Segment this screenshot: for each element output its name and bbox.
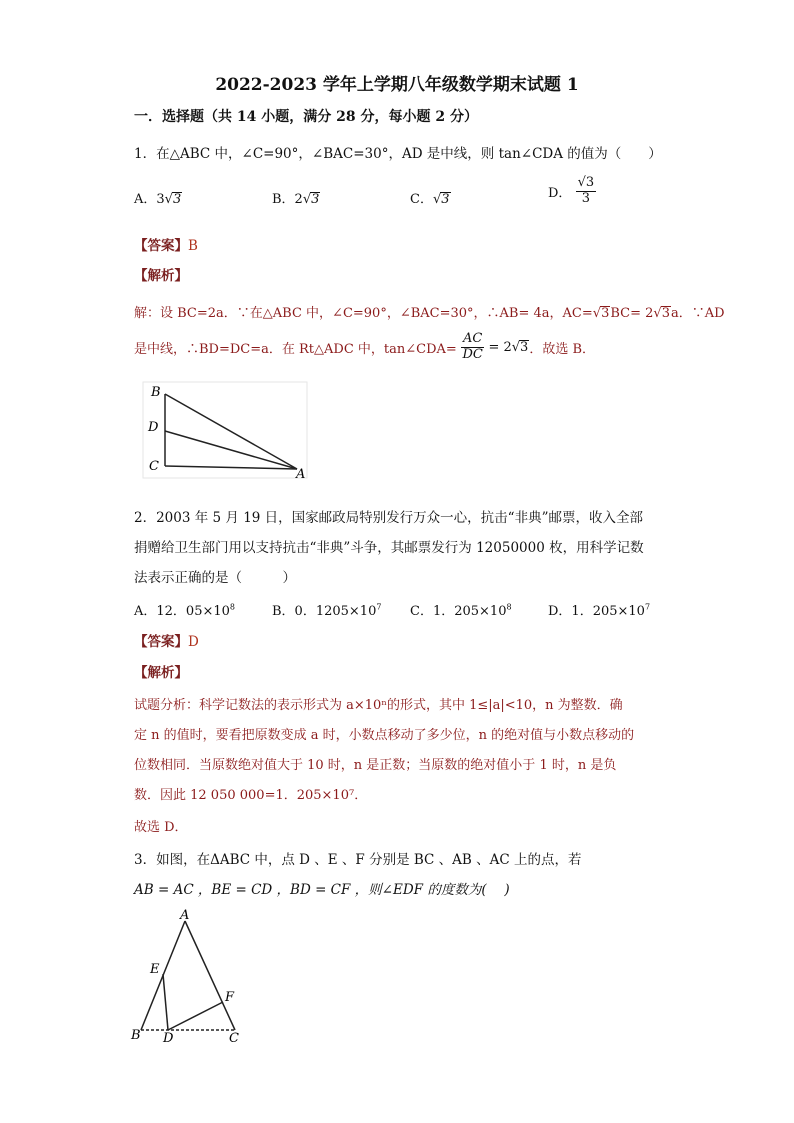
- q1-label-a: A: [296, 467, 306, 480]
- q3-label-b: B: [131, 1028, 141, 1043]
- q1-solution-line-1: 解：设 BC=2a．∵在△ABC 中，∠C=90°，∠BAC=30°，∴AB= 4a，AC=√3BC= 2√3a．∵AD: [134, 306, 725, 321]
- q1-solution-line-2: 是中线，∴BD=DC=a．在 Rt△ADC 中，tan∠CDA= $\frac{AC}{DC}$ = 2√3．故选 B．: [134, 331, 595, 362]
- q1-analysis-label: 【解析】: [134, 268, 188, 284]
- q3-figure: [128, 905, 248, 1045]
- page-title: 2022-2023 学年上学期八年级数学期末试题 1: [215, 75, 579, 95]
- q2-option-b: B．0．$1205\times 10^7$: [272, 602, 382, 619]
- q3-label-f: F: [225, 990, 235, 1005]
- q1-answer: 【答案】B: [134, 238, 198, 254]
- q2-analysis-label: 【解析】: [134, 665, 188, 681]
- q2-stem-line-1: 2．2003 年 5 月 19 日，国家邮政局特别发行万众一心，抗击“非典”邮票，收入全部: [134, 510, 643, 526]
- q3-label-a: A: [180, 908, 190, 923]
- q2-option-a: A．12．$05\times 10^8$: [134, 602, 236, 619]
- q2-option-d: D．1．$205\times 10^7$: [548, 602, 651, 619]
- q2-analysis-line-4: 数．因此 12 050 000=1．205×10⁷．: [134, 788, 368, 803]
- q1-side-ca: [165, 466, 297, 469]
- q1-label-d: D: [148, 420, 159, 435]
- q1-option-d: D． $\frac{√3}{3}$: [548, 175, 595, 206]
- q3-segment-df: [168, 1002, 223, 1030]
- q3-side-ac: [185, 921, 235, 1030]
- q3-segment-ed: [163, 974, 168, 1030]
- q2-stem-line-2: 捐赠给卫生部门用以支持抗击“非典”斗争，其邮票发行为 12050000 枚，用科学记数: [134, 540, 644, 556]
- q3-stem-line-1: 3．如图，在ΔABC 中，点 D 、E 、F 分别是 BC 、AB 、AC 上的点，若: [134, 852, 582, 868]
- q3-label-c: C: [229, 1031, 239, 1045]
- q1-figure: [140, 380, 310, 480]
- q3-stem-line-2: AB = AC ，BE = CD ，BD = CF ，则∠EDF 的度数为( ): [134, 882, 510, 898]
- q2-conclusion: 故选 D．: [134, 820, 188, 835]
- q1-label-c: C: [149, 459, 159, 474]
- q2-option-c: C．1．$205\times 10^8$: [410, 602, 512, 619]
- q2-analysis-line-1: 试题分析：科学记数法的表示形式为 a×10ⁿ的形式，其中 1≤|a|<10，n 为整数．确: [134, 698, 623, 713]
- q1-stem: 1．在△ABC 中，∠C=90°，∠BAC=30°，AD 是中线，则 tan∠CDA 的值为（ ）: [134, 146, 662, 162]
- q2-answer: 【答案】D: [134, 634, 199, 650]
- q3-label-e: E: [150, 962, 160, 977]
- q1-side-ab: [165, 394, 297, 469]
- q1-option-a: A．3√3: [134, 192, 182, 207]
- q2-analysis-line-3: 位数相同．当原数绝对值大于 10 时，n 是正数；当原数的绝对值小于 1 时，n 是负: [134, 758, 617, 773]
- q1-option-b: B．2√3: [272, 192, 320, 207]
- q3-label-d: D: [163, 1031, 174, 1045]
- q1-median-ad: [165, 431, 297, 469]
- q1-option-c: C．√3: [410, 192, 450, 207]
- q1-label-b: B: [151, 385, 161, 400]
- section-heading: 一．选择题（共 14 小题，满分 28 分，每小题 2 分）: [134, 109, 478, 125]
- q2-stem-line-3: 法表示正确的是（ ）: [134, 570, 296, 586]
- q2-analysis-line-2: 定 n 的值时，要看把原数变成 a 时，小数点移动了多少位，n 的绝对值与小数点移动的: [134, 728, 635, 743]
